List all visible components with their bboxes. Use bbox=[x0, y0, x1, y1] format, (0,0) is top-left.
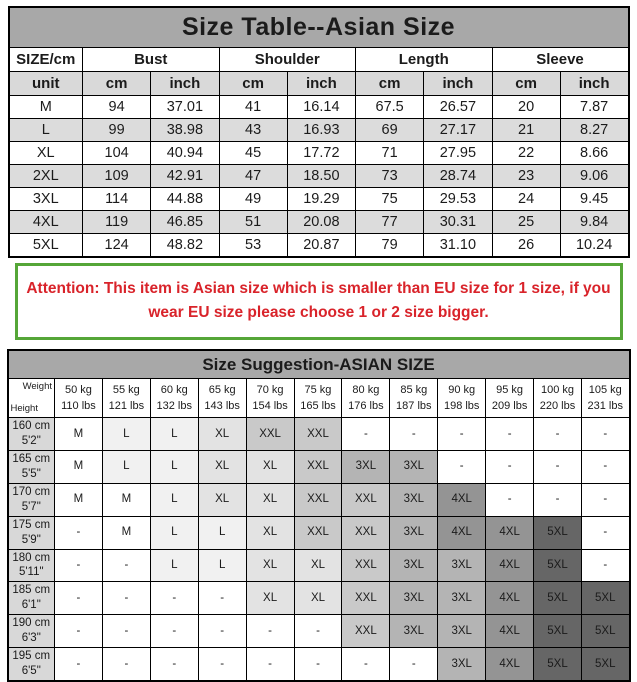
suggestion-cell: XXL bbox=[342, 483, 390, 516]
suggestion-cell: XXL bbox=[342, 516, 390, 549]
suggestion-cell: XL bbox=[246, 582, 294, 615]
suggestion-cell: M bbox=[102, 516, 150, 549]
suggestion-cell: - bbox=[534, 450, 582, 483]
measure-cell: 17.72 bbox=[287, 142, 355, 165]
measure-cell: 44.88 bbox=[151, 188, 219, 211]
suggestion-cell: - bbox=[342, 418, 390, 451]
suggestion-cell: - bbox=[486, 450, 534, 483]
measure-cell: 37.01 bbox=[151, 96, 219, 119]
suggestion-cell: - bbox=[55, 582, 103, 615]
size-label: 5XL bbox=[9, 234, 83, 258]
unit-label: unit bbox=[9, 72, 83, 96]
weight-height-corner bbox=[8, 379, 55, 418]
suggestion-cell: - bbox=[102, 615, 150, 648]
measure-cell: 104 bbox=[83, 142, 151, 165]
suggestion-cell: - bbox=[150, 615, 198, 648]
suggestion-cell: - bbox=[246, 648, 294, 681]
suggestion-cell: XL bbox=[246, 516, 294, 549]
suggestion-table-title: Size Suggestion-ASIAN SIZE bbox=[8, 350, 630, 379]
suggestion-cell: L bbox=[198, 549, 246, 582]
height-label: 195 cm 6'5" bbox=[8, 648, 55, 681]
size-table-row-4xl bbox=[9, 211, 629, 234]
suggestion-cell: XXL bbox=[246, 418, 294, 451]
suggestion-cell: - bbox=[198, 615, 246, 648]
suggestion-cell: 3XL bbox=[390, 450, 438, 483]
weight-header-10: 100 kg 220 lbs bbox=[534, 379, 582, 418]
size-table-title: Size Table--Asian Size bbox=[9, 7, 629, 48]
suggestion-cell: - bbox=[198, 582, 246, 615]
suggestion-row-1 bbox=[8, 450, 630, 483]
height-label: 160 cm 5'2" bbox=[8, 418, 55, 451]
suggestion-cell: XL bbox=[198, 418, 246, 451]
suggestion-cell: XL bbox=[294, 549, 342, 582]
weight-header-7: 85 kg 187 lbs bbox=[390, 379, 438, 418]
suggestion-cell: 3XL bbox=[390, 582, 438, 615]
suggestion-cell: L bbox=[150, 483, 198, 516]
measure-cell: 46.85 bbox=[151, 211, 219, 234]
suggestion-cell: XL bbox=[294, 582, 342, 615]
height-label: 180 cm 5'11" bbox=[8, 549, 55, 582]
measure-cell: 27.17 bbox=[424, 119, 492, 142]
weight-header-2: 60 kg 132 lbs bbox=[150, 379, 198, 418]
measure-cell: 69 bbox=[356, 119, 424, 142]
measure-cell: 31.10 bbox=[424, 234, 492, 258]
size-table-row-m bbox=[9, 96, 629, 119]
suggestion-cell: - bbox=[150, 648, 198, 681]
measure-cell: 42.91 bbox=[151, 165, 219, 188]
suggestion-cell: XXL bbox=[294, 450, 342, 483]
suggestion-cell: XL bbox=[198, 450, 246, 483]
measure-cell: 9.84 bbox=[560, 211, 628, 234]
suggestion-cell: 5XL bbox=[581, 582, 629, 615]
suggestion-cell: - bbox=[390, 418, 438, 451]
measure-cell: 9.06 bbox=[560, 165, 628, 188]
measure-cell: 20.08 bbox=[287, 211, 355, 234]
suggestion-cell: - bbox=[55, 615, 103, 648]
suggestion-cell: 5XL bbox=[534, 516, 582, 549]
suggestion-cell: L bbox=[198, 516, 246, 549]
suggestion-cell: - bbox=[581, 418, 629, 451]
suggestion-cell: XXL bbox=[294, 516, 342, 549]
height-label: 165 cm 5'5" bbox=[8, 450, 55, 483]
size-table-corner-label: SIZE/cm bbox=[9, 48, 83, 72]
suggestion-cell: L bbox=[150, 418, 198, 451]
height-label: 170 cm 5'7" bbox=[8, 483, 55, 516]
unit-cell-1: inch bbox=[151, 72, 219, 96]
measure-cell: 16.14 bbox=[287, 96, 355, 119]
suggestion-cell: XL bbox=[198, 483, 246, 516]
suggestion-cell: - bbox=[581, 450, 629, 483]
suggestion-cell: 4XL bbox=[486, 648, 534, 681]
size-table-row-5xl bbox=[9, 234, 629, 258]
measure-cell: 7.87 bbox=[560, 96, 628, 119]
suggestion-cell: XXL bbox=[342, 549, 390, 582]
suggestion-row-6 bbox=[8, 615, 630, 648]
suggestion-title-row bbox=[8, 350, 630, 379]
suggestion-cell: - bbox=[294, 648, 342, 681]
measure-cell: 41 bbox=[219, 96, 287, 119]
height-label: 190 cm 6'3" bbox=[8, 615, 55, 648]
weight-header-8: 90 kg 198 lbs bbox=[438, 379, 486, 418]
measure-cell: 19.29 bbox=[287, 188, 355, 211]
suggestion-cell: 5XL bbox=[534, 549, 582, 582]
suggestion-cell: XXL bbox=[342, 615, 390, 648]
suggestion-cell: - bbox=[486, 418, 534, 451]
suggestion-cell: 4XL bbox=[486, 582, 534, 615]
measure-cell: 51 bbox=[219, 211, 287, 234]
size-label: 2XL bbox=[9, 165, 83, 188]
suggestion-cell: - bbox=[581, 516, 629, 549]
measure-cell: 43 bbox=[219, 119, 287, 142]
suggestion-cell: M bbox=[102, 483, 150, 516]
measure-cell: 25 bbox=[492, 211, 560, 234]
suggestion-cell: L bbox=[150, 516, 198, 549]
measure-cell: 20 bbox=[492, 96, 560, 119]
suggestion-cell: - bbox=[198, 648, 246, 681]
size-table-row-2xl bbox=[9, 165, 629, 188]
measure-cell: 23 bbox=[492, 165, 560, 188]
suggestion-cell: 3XL bbox=[342, 450, 390, 483]
suggestion-cell: - bbox=[55, 648, 103, 681]
size-chart-image bbox=[0, 6, 637, 678]
measure-cell: 20.87 bbox=[287, 234, 355, 258]
suggestion-cell: XL bbox=[246, 549, 294, 582]
suggestion-cell: - bbox=[534, 418, 582, 451]
suggestion-cell: - bbox=[342, 648, 390, 681]
suggestion-cell: L bbox=[150, 549, 198, 582]
suggestion-row-2 bbox=[8, 483, 630, 516]
weight-header-6: 80 kg 176 lbs bbox=[342, 379, 390, 418]
measure-cell: 26.57 bbox=[424, 96, 492, 119]
weight-header-0: 50 kg 110 lbs bbox=[55, 379, 103, 418]
corner-height-label: Height bbox=[10, 402, 38, 414]
suggestion-cell: 4XL bbox=[486, 615, 534, 648]
measure-cell: 75 bbox=[356, 188, 424, 211]
measure-cell: 18.50 bbox=[287, 165, 355, 188]
weight-header-11: 105 kg 231 lbs bbox=[581, 379, 629, 418]
suggestion-cell: XXL bbox=[294, 483, 342, 516]
suggestion-row-4 bbox=[8, 549, 630, 582]
weight-header-9: 95 kg 209 lbs bbox=[486, 379, 534, 418]
size-table-row-3xl bbox=[9, 188, 629, 211]
suggestion-row-0 bbox=[8, 418, 630, 451]
suggestion-cell: 4XL bbox=[486, 549, 534, 582]
weight-header-4: 70 kg 154 lbs bbox=[246, 379, 294, 418]
size-label: XL bbox=[9, 142, 83, 165]
height-label: 185 cm 6'1" bbox=[8, 582, 55, 615]
measure-cell: 40.94 bbox=[151, 142, 219, 165]
measure-cell: 9.45 bbox=[560, 188, 628, 211]
unit-cell-5: inch bbox=[424, 72, 492, 96]
size-table-unit-row bbox=[9, 72, 629, 96]
size-table-group-header-row bbox=[9, 48, 629, 72]
measure-cell: 22 bbox=[492, 142, 560, 165]
suggestion-row-5 bbox=[8, 582, 630, 615]
measure-cell: 49 bbox=[219, 188, 287, 211]
size-suggestion-table bbox=[7, 349, 631, 682]
weight-header-1: 55 kg 121 lbs bbox=[102, 379, 150, 418]
measure-cell: 109 bbox=[83, 165, 151, 188]
measure-cell: 38.98 bbox=[151, 119, 219, 142]
suggestion-cell: - bbox=[102, 582, 150, 615]
suggestion-cell: 4XL bbox=[486, 516, 534, 549]
suggestion-cell: - bbox=[55, 516, 103, 549]
unit-cell-6: cm bbox=[492, 72, 560, 96]
suggestion-cell: L bbox=[150, 450, 198, 483]
suggestion-cell: - bbox=[102, 549, 150, 582]
height-label: 175 cm 5'9" bbox=[8, 516, 55, 549]
suggestion-cell: - bbox=[150, 582, 198, 615]
suggestion-cell: - bbox=[438, 450, 486, 483]
suggestion-cell: - bbox=[55, 549, 103, 582]
suggestion-cell: 3XL bbox=[438, 582, 486, 615]
measure-cell: 47 bbox=[219, 165, 287, 188]
suggestion-cell: 3XL bbox=[438, 549, 486, 582]
measure-cell: 21 bbox=[492, 119, 560, 142]
measure-cell: 67.5 bbox=[356, 96, 424, 119]
measure-cell: 124 bbox=[83, 234, 151, 258]
suggestion-cell: 4XL bbox=[438, 516, 486, 549]
weight-header-5: 75 kg 165 lbs bbox=[294, 379, 342, 418]
column-group-sleeve: Sleeve bbox=[492, 48, 629, 72]
measure-cell: 79 bbox=[356, 234, 424, 258]
attention-note: Attention: This item is Asian size which is smaller than EU size for 1 size, if you wear EU size please choose 1 or 2 size bigger. bbox=[15, 263, 623, 340]
suggestion-cell: - bbox=[486, 483, 534, 516]
size-label: M bbox=[9, 96, 83, 119]
suggestion-row-3 bbox=[8, 516, 630, 549]
suggestion-cell: M bbox=[55, 483, 103, 516]
measure-cell: 27.95 bbox=[424, 142, 492, 165]
suggestion-cell: - bbox=[438, 418, 486, 451]
suggestion-cell: L bbox=[102, 418, 150, 451]
measure-cell: 26 bbox=[492, 234, 560, 258]
measure-cell: 10.24 bbox=[560, 234, 628, 258]
measure-cell: 45 bbox=[219, 142, 287, 165]
suggestion-cell: 3XL bbox=[390, 483, 438, 516]
suggestion-cell: XL bbox=[246, 483, 294, 516]
suggestion-row-7 bbox=[8, 648, 630, 681]
suggestion-cell: 3XL bbox=[390, 549, 438, 582]
suggestion-cell: - bbox=[246, 615, 294, 648]
suggestion-cell: - bbox=[581, 483, 629, 516]
measure-cell: 28.74 bbox=[424, 165, 492, 188]
suggestion-cell: - bbox=[581, 549, 629, 582]
suggestion-cell: L bbox=[102, 450, 150, 483]
measure-cell: 29.53 bbox=[424, 188, 492, 211]
column-group-bust: Bust bbox=[83, 48, 220, 72]
weight-header-row bbox=[8, 379, 630, 418]
suggestion-cell: XL bbox=[246, 450, 294, 483]
corner-weight-label: Weight bbox=[22, 381, 52, 393]
size-label: 4XL bbox=[9, 211, 83, 234]
suggestion-cell: 3XL bbox=[390, 615, 438, 648]
column-group-length: Length bbox=[356, 48, 493, 72]
suggestion-cell: 5XL bbox=[581, 648, 629, 681]
measure-cell: 99 bbox=[83, 119, 151, 142]
measure-cell: 24 bbox=[492, 188, 560, 211]
measure-cell: 53 bbox=[219, 234, 287, 258]
suggestion-cell: 3XL bbox=[438, 615, 486, 648]
suggestion-cell: - bbox=[390, 648, 438, 681]
size-table-row-xl bbox=[9, 142, 629, 165]
size-label: 3XL bbox=[9, 188, 83, 211]
measure-cell: 119 bbox=[83, 211, 151, 234]
suggestion-cell: 5XL bbox=[534, 615, 582, 648]
weight-header-3: 65 kg 143 lbs bbox=[198, 379, 246, 418]
size-table-title-row bbox=[9, 7, 629, 48]
suggestion-cell: - bbox=[102, 648, 150, 681]
measure-cell: 77 bbox=[356, 211, 424, 234]
suggestion-cell: 5XL bbox=[581, 615, 629, 648]
suggestion-cell: XXL bbox=[342, 582, 390, 615]
size-table-row-l bbox=[9, 119, 629, 142]
column-group-shoulder: Shoulder bbox=[219, 48, 356, 72]
suggestion-cell: 5XL bbox=[534, 582, 582, 615]
measure-cell: 8.27 bbox=[560, 119, 628, 142]
suggestion-cell: XXL bbox=[294, 418, 342, 451]
unit-cell-3: inch bbox=[287, 72, 355, 96]
size-label: L bbox=[9, 119, 83, 142]
measure-cell: 48.82 bbox=[151, 234, 219, 258]
measure-cell: 8.66 bbox=[560, 142, 628, 165]
suggestion-cell: M bbox=[55, 450, 103, 483]
unit-cell-7: inch bbox=[560, 72, 628, 96]
measure-cell: 73 bbox=[356, 165, 424, 188]
suggestion-cell: 4XL bbox=[438, 483, 486, 516]
suggestion-cell: M bbox=[55, 418, 103, 451]
suggestion-cell: 3XL bbox=[438, 648, 486, 681]
measure-cell: 16.93 bbox=[287, 119, 355, 142]
measure-cell: 30.31 bbox=[424, 211, 492, 234]
unit-cell-2: cm bbox=[219, 72, 287, 96]
suggestion-cell: - bbox=[534, 483, 582, 516]
measure-cell: 114 bbox=[83, 188, 151, 211]
size-table bbox=[8, 6, 630, 258]
suggestion-cell: - bbox=[294, 615, 342, 648]
suggestion-cell: 5XL bbox=[534, 648, 582, 681]
unit-cell-0: cm bbox=[83, 72, 151, 96]
suggestion-cell: 3XL bbox=[390, 516, 438, 549]
measure-cell: 71 bbox=[356, 142, 424, 165]
measure-cell: 94 bbox=[83, 96, 151, 119]
unit-cell-4: cm bbox=[356, 72, 424, 96]
